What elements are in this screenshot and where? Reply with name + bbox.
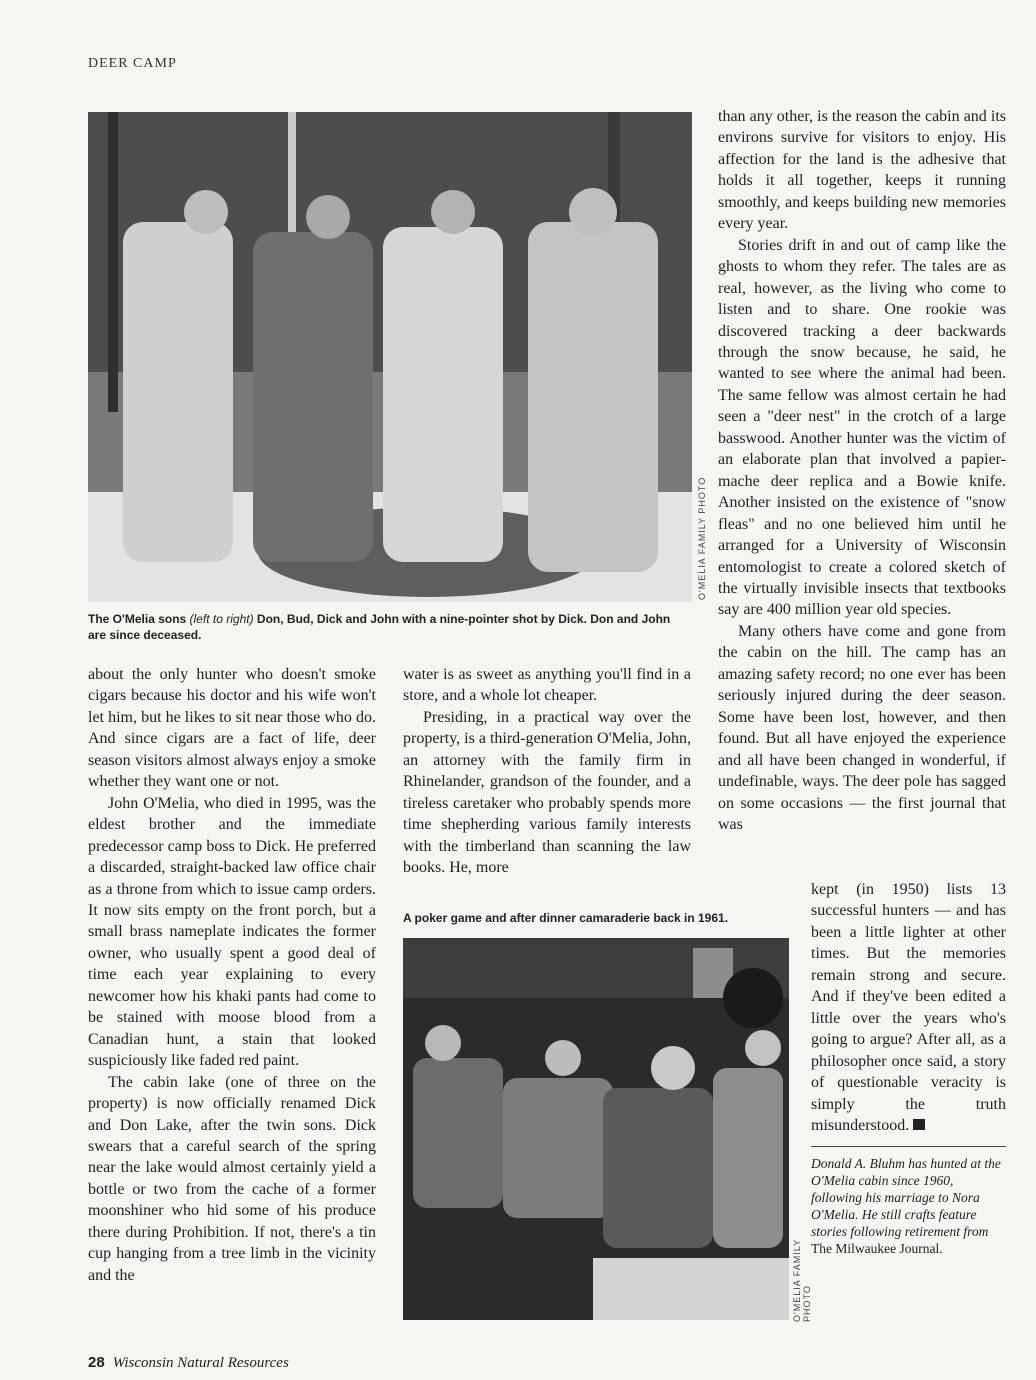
- page-number: 28: [88, 1354, 105, 1371]
- page-footer: [88, 1354, 289, 1372]
- bio-end: .: [939, 1241, 943, 1256]
- hunters-photo: [88, 112, 692, 602]
- paragraph: water is as sweet as anything you'll find in a store, and a whole lot cheaper.: [403, 666, 691, 705]
- article-column-1: [88, 664, 376, 1286]
- photo-credit: O'MELIA FAMILY PHOTO: [792, 1239, 812, 1322]
- end-mark-icon: [913, 1119, 925, 1130]
- section-header: DEER CAMP: [88, 56, 177, 71]
- caption-text: The O'Melia sons: [88, 612, 190, 626]
- magazine-name: Wisconsin Natural Resources: [112, 1355, 289, 1371]
- poker-game-photo: [403, 938, 789, 1320]
- article-column-3-continued: [811, 879, 1006, 1136]
- paragraph: about the only hunter who doesn't smoke cigars because his doctor and his wife won't let him, but he likes to sit near those who do. And since cigars are a fact of life, deer season visitors almost always enjoy a smoke whether they want one or not.: [88, 666, 376, 791]
- paragraph: The cabin lake (one of three on the property) is now officially renamed Dick and Don Lake, after the twin sons. Dick swears that a careful search of the spring near the lake would almost certainly yield a bottle or two from the cache of a former moonshiner who hid some of his produce there during Prohibition. If not, there's a tin cup hanging from a tree limb in the vicinity and the: [88, 1073, 376, 1284]
- author-bio: [811, 1146, 1006, 1257]
- caption-text: Don, Bud, Dick and John with a nine-pointer shot by Dick. Don and John are since deceased.: [88, 612, 671, 642]
- bio-publication: The Milwaukee Journal: [811, 1241, 940, 1256]
- paragraph: than any other, is the reason the cabin and its environs survive for visitors to enjoy. His affection for the land is the adhesive that holds it all together, keeps it running smoothly, and keeps building new memories every year.: [718, 108, 1006, 233]
- paragraph: Presiding, in a practical way over the property, is a third-generation O'Melia, John, an attorney with the family firm in Rhinelander, grandson of the founder, and a tireless caretaker who probably spends more time shepherding various family interests with the timberland than scanning the law books. He, more: [403, 708, 691, 877]
- article-column-2: [403, 664, 691, 879]
- photo-caption: [88, 611, 688, 643]
- paragraph: Many others have come and gone from the cabin on the hill. The camp has an amazing safety record; no one ever has been seriously injured during the deer season. Some have been lost, however, and then found. But all have enjoyed the experience and all have been changed in wonderful, if undefinable, ways. The deer pole has sagged on some occasions — the first journal that was: [718, 622, 1006, 833]
- caption-italic: (left to right): [189, 612, 254, 626]
- paragraph: Stories drift in and out of camp like the ghosts to whom they refer. The tales are as real, however, as the living who come to listen and to share. One rookie was discovered tracking a deer backwards through the snow because, he said, he wanted to see where the animal had been. The same fellow was almost certain he had seen a "deer nest" in the crotch of a large basswood. Another hunter was the victim of an elaborate plan that involved a papier-mache deer replica and a Bowie knife. Another insisted on the existence of "snow fleas" and no one believed him until he arranged for a University of Wisconsin entomologist to create a colored sketch of the virtually invisible insects that textbooks say are 400 million year old species.: [718, 236, 1006, 619]
- paragraph: kept (in 1950) lists 13 successful hunters — and has been a little lighter at other times. But the memories remain strong and secure. And if they've been edited a little over the years who's going to argue? After all, as a philosopher once said, a story of questionable veracity is simply the truth misunderstood.: [811, 881, 1006, 1134]
- article-column-3: [718, 106, 1006, 835]
- bio-text: Donald A. Bluhm has hunted at the O'Melia cabin since 1960, following his marriage to Nora O'Melia. He still crafts feature stories following retirement from: [811, 1156, 1001, 1239]
- photo-credit: O'MELIA FAMILY PHOTO: [697, 476, 707, 600]
- paragraph: John O'Melia, who died in 1995, was the eldest brother and the immediate predecessor camp boss to Dick. He preferred a discarded, straight-backed law office chair as a throne from which to issue camp orders. It now sits empty on the front porch, but a small brass nameplate indicates the former owner, who usually spent a good deal of time each year explaining to every newcomer how his khaki pants had come to be stained with moose blood from a Canadian hunt, a stain that looked suspiciously like faded red paint.: [88, 794, 376, 1070]
- photo-caption: A poker game and after dinner camaraderie back in 1961.: [403, 911, 729, 925]
